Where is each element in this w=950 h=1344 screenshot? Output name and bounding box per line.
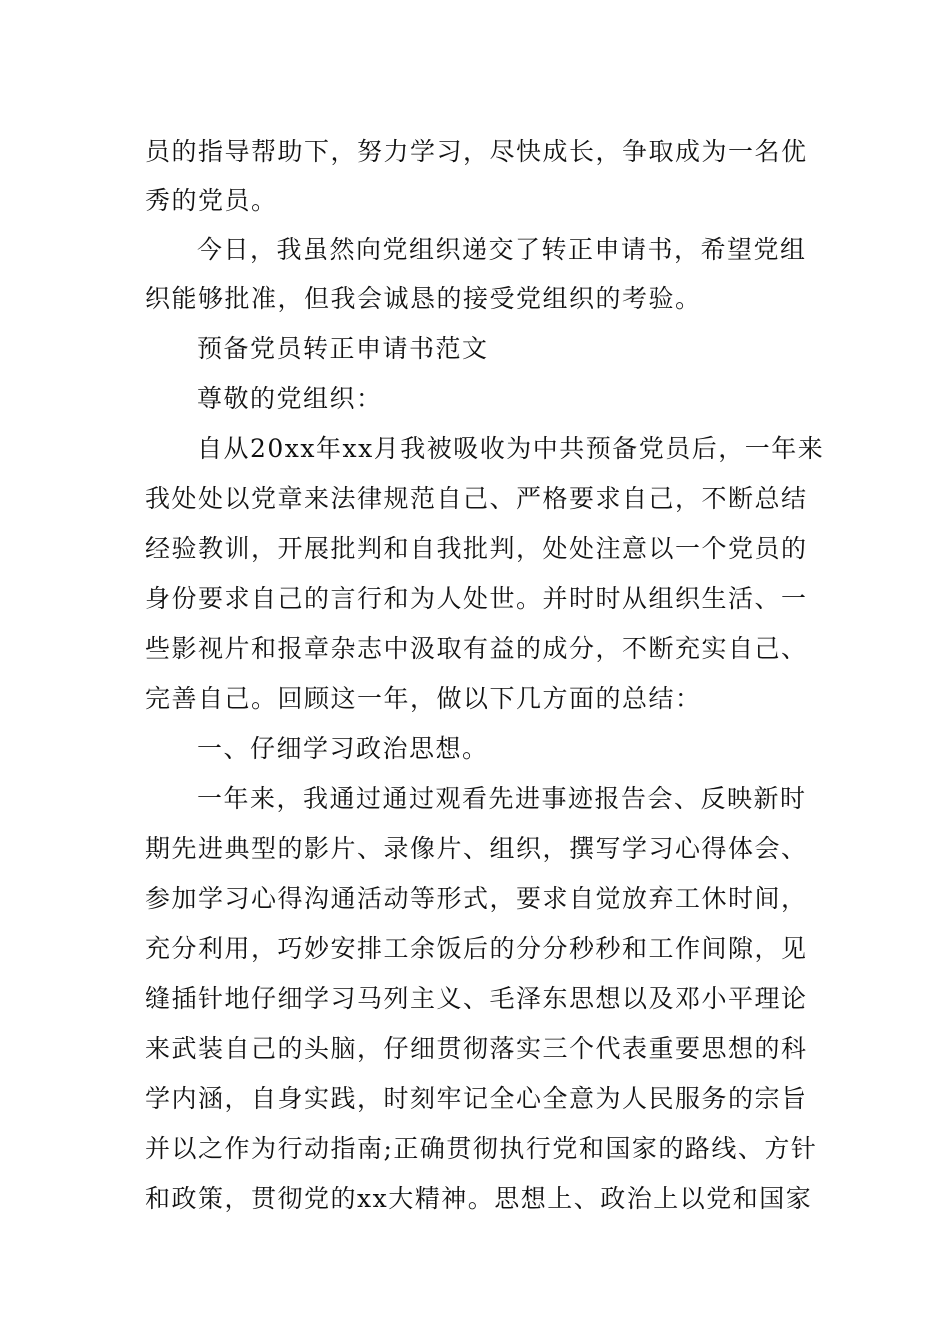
text-line: 并以之作为行动指南;正确贯彻执行党和国家的路线、方针 [145, 1134, 818, 1163]
salutation: 尊敬的党组织： [197, 384, 383, 413]
text-line: 自从20xx年xx月我被吸收为中共预备党员后，一年来 [197, 434, 825, 463]
text-line: 身份要求自己的言行和为人处世。并时时从组织生活、一 [145, 584, 808, 613]
text-line: 缝插针地仔细学习马列主义、毛泽东思想以及邓小平理论 [145, 984, 808, 1013]
text-line: 今日，我虽然向党组织递交了转正申请书，希望党组 [197, 235, 807, 264]
text-line: 期先进典型的影片、录像片、组织，撰写学习心得体会、 [145, 834, 808, 863]
text-line: 我处处以党章来法律规范自己、严格要求自己，不断总结 [145, 484, 808, 513]
text-line: 学内涵，自身实践，时刻牢记全心全意为人民服务的宗旨 [145, 1084, 808, 1113]
text-line: 织能够批准，但我会诚恳的接受党组织的考验。 [145, 284, 702, 313]
text-line: 一年来，我通过通过观看先进事迹报告会、反映新时 [197, 784, 807, 813]
text-line: 参加学习心得沟通活动等形式，要求自觉放弃工休时间， [145, 884, 808, 913]
text-line: 秀的党员。 [145, 186, 278, 215]
text-line: 经验教训，开展批判和自我批判，处处注意以一个党员的 [145, 534, 808, 563]
text-line: 来武装自己的头脑，仔细贯彻落实三个代表重要思想的科 [145, 1034, 808, 1063]
section-heading: 一、仔细学习政治思想。 [197, 734, 489, 763]
text-line: 和政策，贯彻党的xx大精神。思想上、政治上以党和国家 [145, 1184, 813, 1213]
text-line: 完善自己。回顾这一年，做以下几方面的总结： [145, 684, 702, 713]
text-line: 员的指导帮助下，努力学习，尽快成长，争取成为一名优 [145, 137, 808, 166]
section-heading: 预备党员转正申请书范文 [197, 334, 489, 363]
text-line: 些影视片和报章杂志中汲取有益的成分，不断充实自己、 [145, 634, 808, 663]
text-line: 充分利用，巧妙安排工余饭后的分分秒秒和工作间隙，见 [145, 934, 808, 963]
